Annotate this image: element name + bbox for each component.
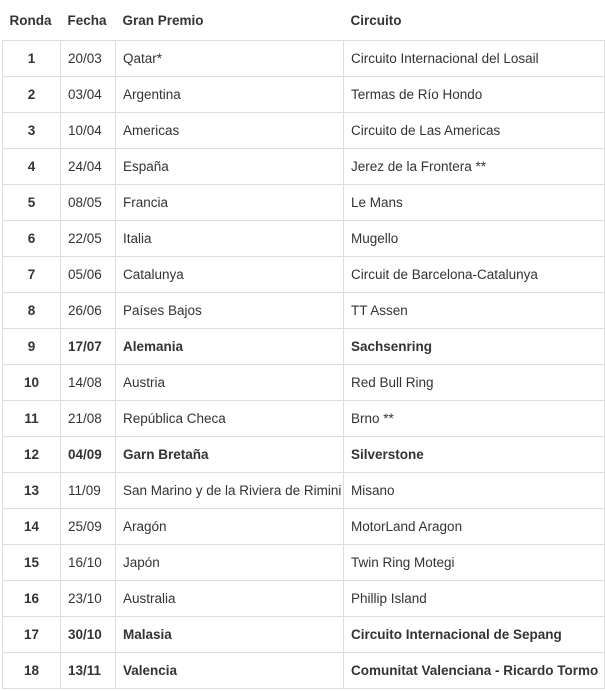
- cell-circuito: Termas de Río Hondo: [344, 77, 605, 113]
- cell-fecha: 08/05: [61, 185, 116, 221]
- cell-gran-premio: Austria: [116, 365, 344, 401]
- cell-ronda: 13: [3, 473, 61, 509]
- cell-fecha: 10/04: [61, 113, 116, 149]
- cell-fecha: 22/05: [61, 221, 116, 257]
- cell-fecha: 04/09: [61, 437, 116, 473]
- cell-circuito: Brno **: [344, 401, 605, 437]
- cell-ronda: 2: [3, 77, 61, 113]
- cell-gran-premio: Argentina: [116, 77, 344, 113]
- table-row: [3, 185, 605, 221]
- cell-circuito: Circuito Internacional de Sepang: [344, 617, 605, 653]
- cell-ronda: 10: [3, 365, 61, 401]
- cell-gran-premio: Japón: [116, 545, 344, 581]
- cell-gran-premio: Países Bajos: [116, 293, 344, 329]
- calendar-table: [2, 0, 605, 689]
- cell-gran-premio: Malasia: [116, 617, 344, 653]
- table-body: [3, 41, 605, 689]
- cell-fecha: 03/04: [61, 77, 116, 113]
- cell-ronda: 12: [3, 437, 61, 473]
- cell-circuito: Twin Ring Motegi: [344, 545, 605, 581]
- cell-circuito: Red Bull Ring: [344, 365, 605, 401]
- header-circuito: Circuito: [350, 12, 402, 28]
- table-row: [3, 509, 605, 545]
- cell-ronda: 9: [3, 329, 61, 365]
- cell-circuito: Circuito Internacional del Losail: [344, 41, 605, 77]
- table-row: [3, 545, 605, 581]
- cell-circuito: TT Assen: [344, 293, 605, 329]
- cell-gran-premio: Francia: [116, 185, 344, 221]
- cell-fecha: 25/09: [61, 509, 116, 545]
- cell-gran-premio: Garn Bretaña: [116, 437, 344, 473]
- table-row: [3, 653, 605, 689]
- header-fecha: Fecha: [67, 12, 107, 28]
- cell-fecha: 30/10: [61, 617, 116, 653]
- cell-ronda: 8: [3, 293, 61, 329]
- table-row: [3, 437, 605, 473]
- table-row: [3, 149, 605, 185]
- cell-gran-premio: Australia: [116, 581, 344, 617]
- cell-fecha: 11/09: [61, 473, 116, 509]
- table-row: [3, 617, 605, 653]
- cell-gran-premio: Valencia: [116, 653, 344, 689]
- table-row: [3, 473, 605, 509]
- cell-fecha: 14/08: [61, 365, 116, 401]
- cell-ronda: 15: [3, 545, 61, 581]
- cell-circuito: Comunitat Valenciana - Ricardo Tormo: [344, 653, 605, 689]
- table-row: [3, 365, 605, 401]
- cell-ronda: 3: [3, 113, 61, 149]
- cell-circuito: Circuito de Las Americas: [344, 113, 605, 149]
- cell-circuito: Circuit de Barcelona-Catalunya: [344, 257, 605, 293]
- cell-gran-premio: España: [116, 149, 344, 185]
- cell-ronda: 18: [3, 653, 61, 689]
- cell-fecha: 20/03: [61, 41, 116, 77]
- cell-ronda: 6: [3, 221, 61, 257]
- cell-fecha: 26/06: [61, 293, 116, 329]
- cell-ronda: 17: [3, 617, 61, 653]
- cell-fecha: 05/06: [61, 257, 116, 293]
- cell-ronda: 4: [3, 149, 61, 185]
- table-row: [3, 41, 605, 77]
- cell-fecha: 24/04: [61, 149, 116, 185]
- cell-ronda: 5: [3, 185, 61, 221]
- cell-circuito: Mugello: [344, 221, 605, 257]
- cell-ronda: 16: [3, 581, 61, 617]
- cell-ronda: 7: [3, 257, 61, 293]
- cell-fecha: 23/10: [61, 581, 116, 617]
- cell-circuito: Misano: [344, 473, 605, 509]
- table-row: [3, 581, 605, 617]
- table-header: [3, 0, 605, 41]
- cell-circuito: Silverstone: [344, 437, 605, 473]
- cell-circuito: Le Mans: [344, 185, 605, 221]
- cell-gran-premio: Alemania: [116, 329, 344, 365]
- table-row: [3, 401, 605, 437]
- cell-gran-premio: República Checa: [116, 401, 344, 437]
- cell-fecha: 17/07: [61, 329, 116, 365]
- cell-ronda: 1: [3, 41, 61, 77]
- table-row: [3, 257, 605, 293]
- cell-ronda: 11: [3, 401, 61, 437]
- header-gran-premio: Gran Premio: [122, 12, 204, 28]
- cell-fecha: 21/08: [61, 401, 116, 437]
- cell-circuito: Phillip Island: [344, 581, 605, 617]
- cell-gran-premio: San Marino y de la Riviera de Rimini: [116, 473, 344, 509]
- table-row: [3, 77, 605, 113]
- header-row: [3, 0, 605, 41]
- cell-gran-premio: Americas: [116, 113, 344, 149]
- cell-gran-premio: Qatar*: [116, 41, 344, 77]
- table-row: [3, 293, 605, 329]
- cell-circuito: MotorLand Aragon: [344, 509, 605, 545]
- table-row: [3, 329, 605, 365]
- cell-fecha: 13/11: [61, 653, 116, 689]
- header-ronda: Ronda: [9, 12, 52, 28]
- cell-fecha: 16/10: [61, 545, 116, 581]
- cell-ronda: 14: [3, 509, 61, 545]
- cell-gran-premio: Italia: [116, 221, 344, 257]
- table-row: [3, 113, 605, 149]
- cell-circuito: Sachsenring: [344, 329, 605, 365]
- cell-gran-premio: Catalunya: [116, 257, 344, 293]
- cell-gran-premio: Aragón: [116, 509, 344, 545]
- table-row: [3, 221, 605, 257]
- cell-circuito: Jerez de la Frontera **: [344, 149, 605, 185]
